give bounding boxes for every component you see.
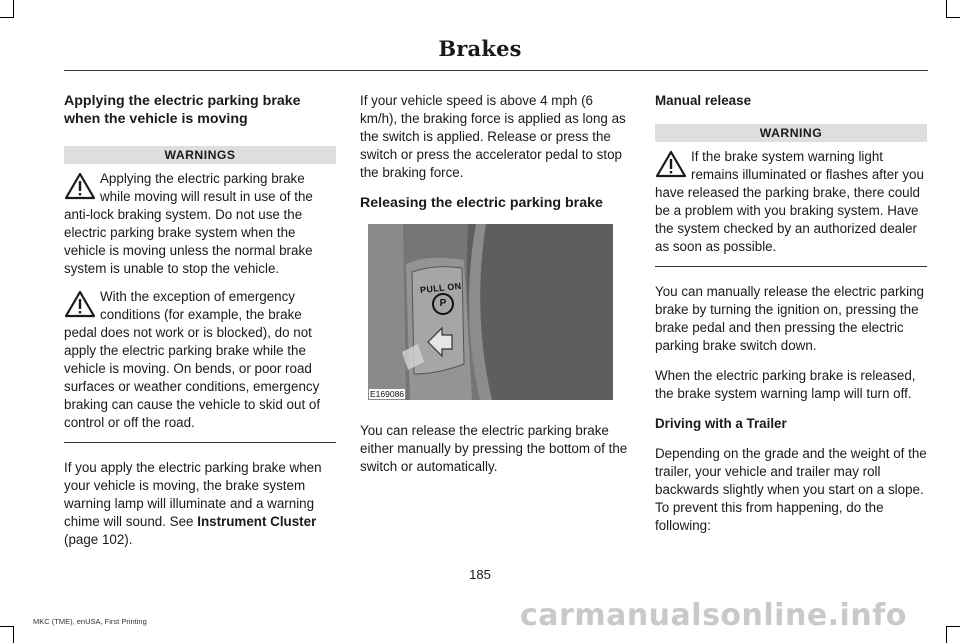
header-divider: [64, 70, 928, 71]
warning-triangle-icon: [64, 172, 96, 200]
parking-brake-switch-illustration: [368, 224, 613, 400]
page-reference: (page 102).: [64, 532, 133, 547]
subsection-heading: Driving with a Trailer: [655, 416, 787, 431]
warning-item: [655, 148, 927, 256]
warning-divider: [655, 266, 927, 267]
warning-text: If the brake system warning light remains illuminated or flashes after you have released the parking brake, there could be a problem with you braking system. Have the system checked by an authorized dealer as soon as possible.: [655, 149, 924, 254]
section-heading: Releasing the electric parking brake: [360, 195, 603, 211]
crop-mark: [946, 626, 960, 627]
paragraph-text: If you apply the electric parking brake when your vehicle is moving, the brake system warning lamp will illuminate and a warning chime will sound. See: [64, 460, 322, 529]
column-1: [64, 92, 336, 561]
crop-mark: [946, 17, 960, 18]
parking-brake-symbol-icon: P: [432, 293, 454, 315]
section-heading: Applying the electric parking brake when the vehicle is moving: [64, 93, 301, 127]
warning-banner: WARNING: [655, 124, 927, 142]
edition-note: MKC (TME), enUSA, First Printing: [33, 617, 147, 626]
column-2: [360, 92, 632, 488]
switch-label: PULL ON: [419, 280, 462, 296]
warning-triangle-icon: [655, 150, 687, 178]
warning-item: [64, 288, 336, 432]
warning-triangle-icon: [64, 290, 96, 318]
warning-divider: [64, 442, 336, 443]
crop-mark: [0, 17, 14, 18]
subsection-heading: Manual release: [655, 93, 752, 108]
body-paragraph: When the electric parking brake is released, the brake system warning lamp will turn off.: [655, 368, 916, 401]
crop-mark: [0, 626, 14, 627]
warning-text: Applying the electric parking brake while moving will result in use of the anti-lock braking system. Do not use the electric parking brake system when the vehicle is moving unless the normal brake system is unable to stop the vehicle.: [64, 171, 313, 276]
page-title: Brakes: [438, 36, 522, 61]
column-3: [655, 92, 927, 547]
watermark: carmanualsonline.info: [520, 598, 907, 633]
warning-item: [64, 170, 336, 278]
page-number: 185: [469, 567, 491, 582]
crop-mark: [946, 626, 947, 643]
crop-mark: [13, 0, 14, 17]
figure-id: E169086: [370, 389, 405, 399]
body-paragraph: If your vehicle speed is above 4 mph (6 km/h), the braking force is applied as long as the switch is applied. Release or press the switch or press the accelerator pedal to stop the braking force.: [360, 93, 626, 180]
crop-mark: [13, 626, 14, 643]
body-paragraph: [64, 459, 336, 549]
parking-brake-switch-image: [368, 224, 613, 400]
warnings-banner: WARNINGS: [64, 146, 336, 164]
cross-reference-link[interactable]: Instrument Cluster: [197, 514, 317, 529]
body-paragraph: You can release the electric parking brake either manually by pressing the bottom of the switch or automatically.: [360, 423, 628, 474]
crop-mark: [946, 0, 947, 17]
body-paragraph: You can manually release the electric parking brake by turning the ignition on, pressing the brake pedal and then pressing the electric parking brake switch down.: [655, 284, 924, 353]
warning-text: With the exception of emergency conditions (for example, the brake pedal does not work or is blocked), do not apply the electric parking brake while the vehicle is moving. On bends, or poor road surfaces or weather conditions, emergency braking can cause the vehicle to skid out of control or off the road.: [64, 289, 321, 430]
body-paragraph: Depending on the grade and the weight of the trailer, your vehicle and trailer may roll backwards slightly when you start on a slope. To prevent this from happening, do the following:: [655, 446, 927, 533]
